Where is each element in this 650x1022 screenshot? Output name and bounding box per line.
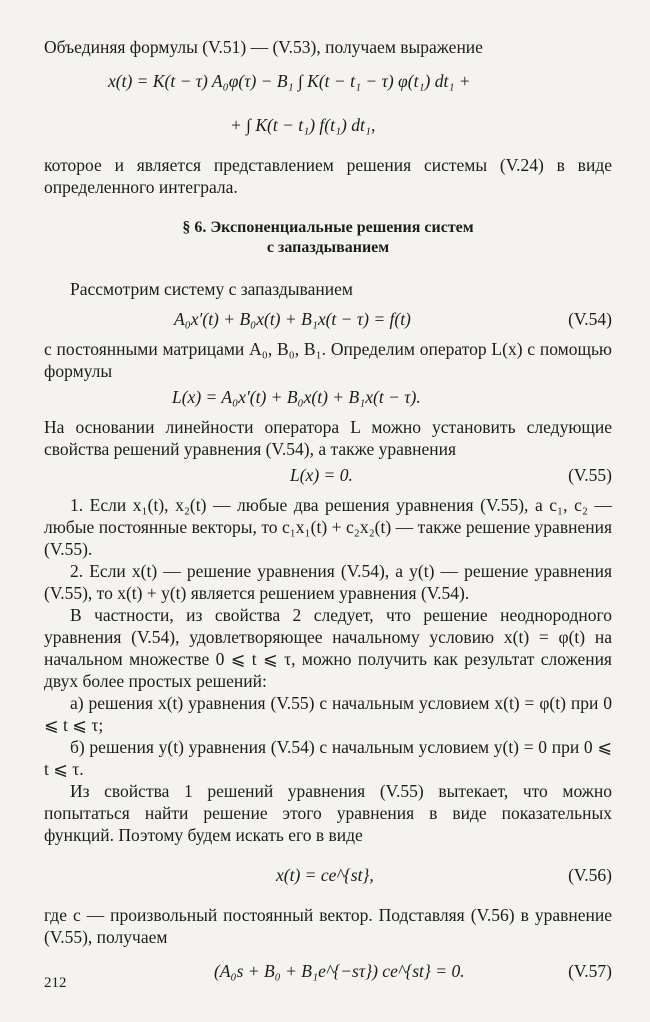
equation-v57 [44, 956, 612, 986]
property-2: 2. Если x(t) — решение уравнения (V.54), а y(t) — решение уравнения (V.55), то x(t) + y(t) является решением уравнения (V.54). [44, 561, 612, 603]
equation-v56-expr: x(t) = ce^{st}, [276, 865, 374, 885]
equation-v54 [44, 304, 612, 334]
equation-v54-number: (V.54) [568, 309, 612, 329]
paragraph-7: где c — произвольный постоянный вектор. Подставляя (V.56) в уравнение (V.55), получаем [44, 905, 612, 947]
property-1: 1. Если x₁(t), x₂(t) — любые два решения уравнения (V.55), а c₁, c₂ — любые постоянные векторы, то c₁x₁(t) + c₂x₂(t) — также решение уравнения (V.55). [44, 495, 612, 559]
equation-operator-l-expr: L(x) = A₀x′(t) + B₀x(t) + B₁x(t − τ). [172, 387, 421, 407]
equation-v54-expr: A₀x′(t) + B₀x(t) + B₁x(t − τ) = f(t) [174, 309, 411, 329]
page-body [44, 36, 612, 986]
intro-text: Объединяя формулы (V.51) — (V.53), получаем выражение [44, 37, 483, 57]
paragraph-3: с постоянными матрицами A₀, B₀, B₁. Определим оператор L(x) с помощью формулы [44, 339, 612, 381]
equation-v57-expr: (A₀s + B₀ + B₁e^{−sτ}) ce^{st} = 0. [214, 961, 465, 981]
section-heading [44, 218, 612, 258]
equation-v55-number: (V.55) [568, 465, 612, 485]
equation-operator-l [44, 382, 612, 412]
section-heading-line-2: с запаздыванием [266, 239, 390, 256]
equation-v56 [44, 860, 612, 890]
equation-v55 [44, 460, 612, 490]
item-b: б) решения y(t) уравнения (V.54) с начальным условием y(t) = 0 при 0 ⩽ t ⩽ τ. [44, 737, 612, 779]
paragraph-1: которое и является представлением решения системы (V.24) в виде определенного интеграла. [44, 155, 612, 197]
formula-1-line-1 [44, 66, 612, 96]
formula-1-line-1-expr: x(t) = K(t − τ) A₀φ(τ) − B₁ ∫ K(t − t₁ − τ) φ(t₁) dt₁ + [108, 71, 471, 91]
paragraph-6: Из свойства 1 решений уравнения (V.55) вытекает, что можно попытаться найти решение этого уравнения в виде показательных функций. Поэтому будем искать его в виде [44, 781, 612, 845]
equation-v56-number: (V.56) [568, 865, 612, 885]
equation-v55-expr: L(x) = 0. [290, 465, 353, 485]
section-heading-line-1: § 6. Экспоненциальные решения систем [182, 219, 474, 236]
equation-v57-number: (V.57) [568, 961, 612, 981]
formula-1-line-2 [44, 110, 612, 140]
paragraph-5: В частности, из свойства 2 следует, что решение неоднородного уравнения (V.54), удовлетворяющее начальному условию x(t) = φ(t) на начальном множестве 0 ⩽ t ⩽ τ, можно получить как результат сложения двух более простых решений: [44, 605, 612, 691]
paragraph-4: На основании линейности оператора L можно установить следующие свойства решений уравнения (V.54), а также уравнения [44, 417, 612, 459]
formula-1-line-2-expr: + ∫ K(t − t₁) f(t₁) dt₁, [230, 115, 376, 135]
paragraph-2: Рассмотрим систему с запаздыванием [70, 279, 353, 299]
page-number: 212 [44, 975, 67, 991]
item-a: а) решения x(t) уравнения (V.55) с начальным условием x(t) = φ(t) при 0 ⩽ t ⩽ τ; [44, 693, 612, 735]
